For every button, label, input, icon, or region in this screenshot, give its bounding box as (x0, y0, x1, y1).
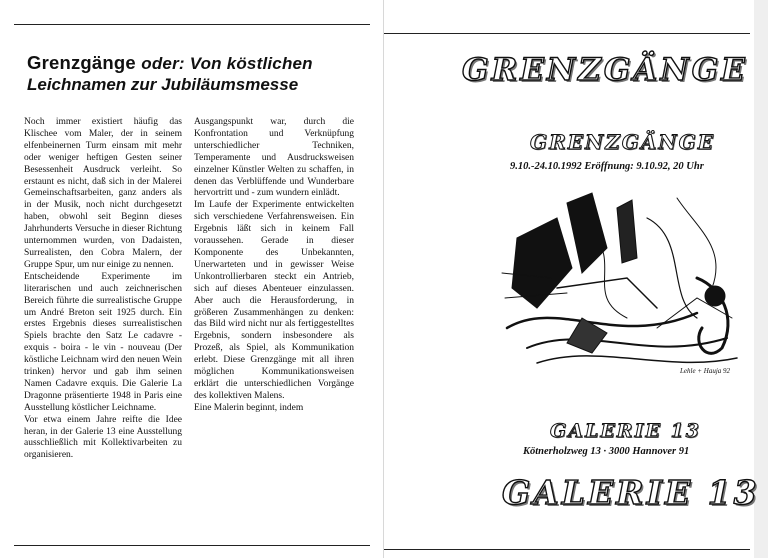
headline-line-2: Leichnamen zur Jubiläumsmesse (27, 75, 299, 94)
gallery-address: Kötnerholzweg 13 · 3000 Hannover 91 (523, 446, 690, 457)
cover-headline: GRENZGÄNGE (462, 52, 748, 88)
paragraph: Vor etwa einem Jahre reifte die Idee heran, in der Galerie 13 eine Ausstellung ausschließlich mit Kollektivarbeiten zu organisieren. (24, 414, 182, 461)
top-rule-right (384, 33, 750, 34)
exhibition-dates: 9.10.-24.10.1992 Eröffnung: 9.10.92, 20 Uhr (510, 161, 704, 172)
gallery-footer-logo: GALERIE 13 (502, 473, 760, 512)
paragraph: Noch immer existiert häufig das Klischee vom Maler, der in seinem elfenbeinernen Turm einsam mit mehr oder weniger heftigen Gesten seiner Besessenheit Ausdruck verleiht. So erstaunt es nicht, daß sich in der Malerei Gemeinschaftsarbeiten, ganz anders als in der Musik, noch nicht durchgesetzt haben, obwohl seit Beginn dieses Jahrhunderts Versuche in dieser Richtung unternommen wurden, von Dadaisten, Surrealisten, den Cobra Malern, der Gruppe Spur, um nur einige zu nennen. (24, 117, 182, 270)
paragraph: Im Laufe der Experimente entwickelten sich verschiedene Verfahrensweisen. Ein Ergebnis läßt sich in keinem Fall voraussehen. Gerade in dieser Komponente des Unbekannten, Unerwarteten und in gewisser Weise Unkontrollierbaren steckt ein Antrieb, sich auf dieses Abenteuer einzulassen. Aber auch die Herausforderung, in größeren Zusammenhängen zu denken: das Bild wird nicht nur als fertiggestelltes Ergebnis, sondern insbesondere als Prozeß, als Spiel, als Kommunikation erlebt. Diese Grenzgänge mit all ihren möglichen Kommunikationsweisen erklärt die unterschiedlichen Vorgänge des kollektiven Malens. (194, 200, 354, 401)
abstract-artwork (497, 178, 747, 383)
headline-bold: Grenzgänge (27, 52, 136, 73)
bottom-rule-left (14, 545, 370, 546)
top-rule-left (14, 24, 370, 25)
headline-line-1 (27, 52, 367, 74)
text-column-1 (24, 117, 182, 462)
gallery-name: GALERIE 13 (550, 420, 702, 442)
article-headline (27, 52, 367, 95)
paragraph: Entscheidende Experimente im literarischen und auch zeichnerischen Bereich führte die surrealistische Gruppe um André Breton seit 1925 durch. Ein erstes Ergebnis dieses surrealistischen Spiels brachte den Satz Le cadavre - exquis - boira - le vin - nouveau (Der köstliche Leichnam wird den neuen Wein trinken) hervor und gab ihm seinen Namen Cadavre exquis. Die Galerie La Dragonne präsentierte 1948 in Paris eine Ausstellung köstlicher Leichname. (24, 271, 182, 413)
artwork-signature: Lehle + Hauja 92 (680, 367, 731, 375)
bottom-rule-right (384, 549, 750, 550)
paragraph: Eine Malerin beginnt, indem (194, 402, 304, 413)
paragraph: Ausgangspunkt war, durch die Konfrontation und Verknüpfung unterschiedlicher Techniken, Temperamente und Ausdrucksweisen einzelner Künstler Welten zu schaffen, in denen das Verblüffende und Wunderbare hervortritt und - zum wundern einlädt. (194, 117, 354, 199)
text-column-2 (194, 117, 354, 415)
poster-title: GRENZGÄNGE (530, 130, 716, 154)
page-fold (383, 0, 384, 558)
headline-italic: oder: Von köstlichen (141, 54, 313, 73)
